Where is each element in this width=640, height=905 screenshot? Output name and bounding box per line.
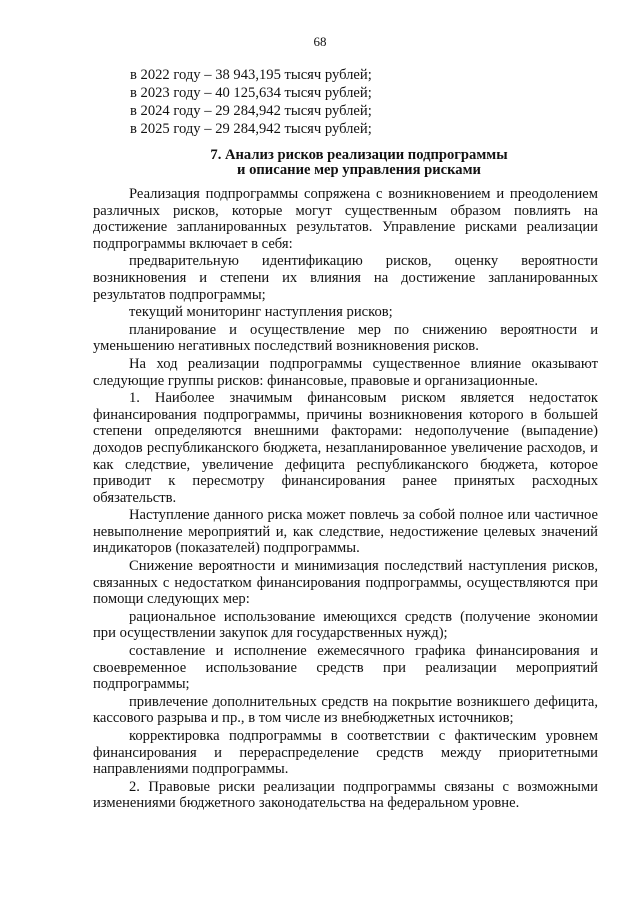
paragraph: Снижение вероятности и минимизация последствий наступления рисков, связанных с недостатком финансирования подпрограммы, осуществляются при помощи следующих мер: xyxy=(93,558,598,608)
paragraph: привлечение дополнительных средств на покрытие возникшего дефицита, кассового разрыва и пр., в том числе из внебюджетных источников; xyxy=(93,693,598,727)
funding-line: в 2025 году – 29 284,942 тысяч рублей; xyxy=(130,121,372,137)
section-heading xyxy=(120,148,598,178)
paragraph: На ход реализации подпрограммы существенное влияние оказывают следующие группы рисков: финансовые, правовые и организационные. xyxy=(93,355,598,389)
section-heading-line: и описание мер управления рисками xyxy=(237,162,481,178)
paragraph: Реализация подпрограммы сопряжена с возникновением и преодолением различных рисков, которые могут существенным образом повлиять на достижение запланированных результатов. Управление рисками реализации подпрограммы включает в себя: xyxy=(93,186,598,252)
paragraph: Наступление данного риска может повлечь за собой полное или частичное невыполнение мероприятий и, как следствие, недостижение целевых значений индикаторов (показателей) подпрограммы. xyxy=(93,507,598,557)
paragraph: планирование и осуществление мер по снижению вероятности и уменьшению негативных последствий возникновения рисков. xyxy=(93,321,598,355)
funding-list xyxy=(130,66,372,138)
body-text xyxy=(93,186,598,813)
paragraph: предварительную идентификацию рисков, оценку вероятности возникновения и степени их влияния на достижение запланированных результатов подпрограммы; xyxy=(93,253,598,303)
paragraph: рациональное использование имеющихся средств (получение экономии при осуществлении закупок для государственных нужд); xyxy=(93,608,598,642)
paragraph: составление и исполнение ежемесячного графика финансирования и своевременное использование средств при реализации мероприятий подпрограммы; xyxy=(93,643,598,693)
funding-line: в 2023 году – 40 125,634 тысяч рублей; xyxy=(130,85,372,101)
paragraph: 1. Наиболее значимым финансовым риском является недостаток финансирования подпрограммы, причины возникновения которого в большей степени определяются внешними факторами: недополучение (выпадение) доходов республиканского бюджета, незапланированное увеличение расходов, и как следствие, увеличение дефицита республиканского бюджета, которое приводит к пересмотру финансирования ранее принятых расходных обязательств. xyxy=(93,390,598,506)
paragraph: текущий мониторинг наступления рисков; xyxy=(129,304,393,321)
funding-line: в 2024 году – 29 284,942 тысяч рублей; xyxy=(130,103,372,119)
paragraph: корректировка подпрограммы в соответствии с фактическим уровнем финансирования и перераспределение средств между приоритетными направлениями подпрограммы. xyxy=(93,728,598,778)
section-heading-line: 7. Анализ рисков реализации подпрограммы xyxy=(210,147,508,163)
page-number: 68 xyxy=(313,34,327,49)
funding-line: в 2022 году – 38 943,195 тысяч рублей; xyxy=(130,67,372,83)
paragraph: 2. Правовые риски реализации подпрограммы связаны с возможными изменениями бюджетного законодательства на федеральном уровне. xyxy=(93,778,598,812)
